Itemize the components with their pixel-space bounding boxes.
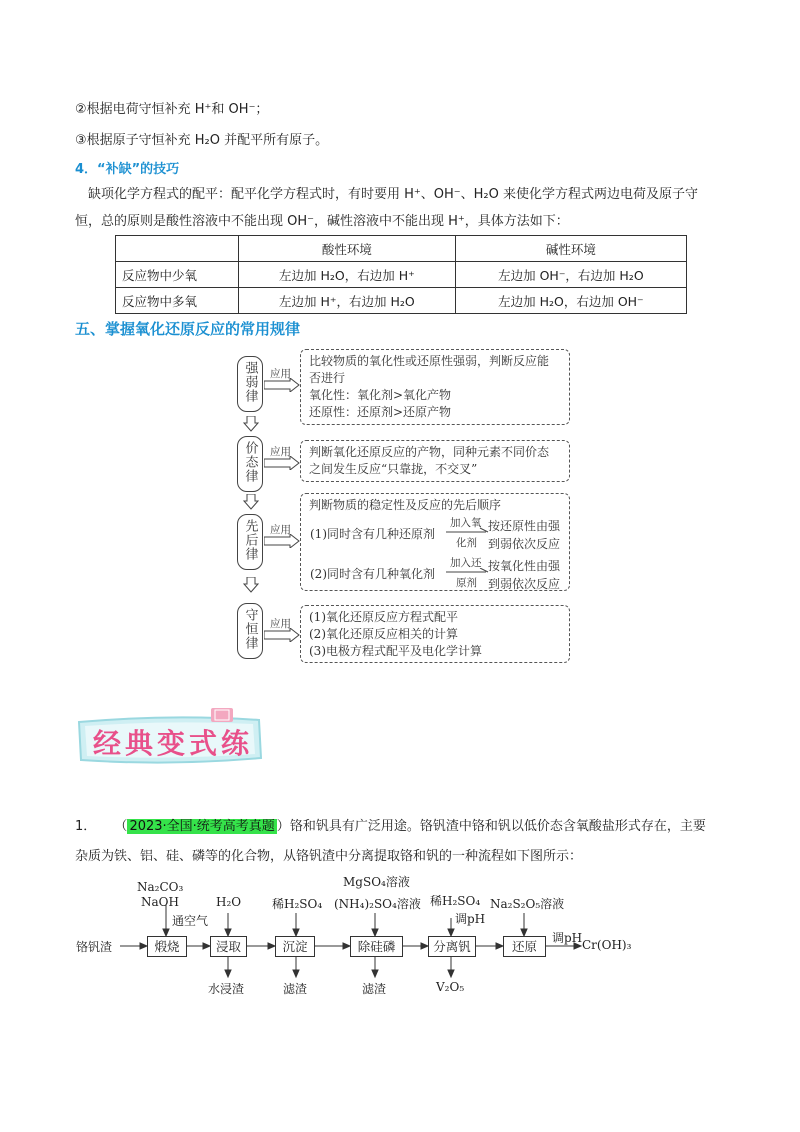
bracket: （ [114,819,128,834]
table-cell: 左边加 H₂O，右边加 H⁺ [239,262,456,288]
output-label: 滤渣 [362,982,387,996]
case-right: 到弱依次反应 [488,537,561,551]
reagent-label: H₂O [216,895,242,909]
reagent-label: 通空气 [172,914,209,928]
reagent-label: NaOH [141,895,179,909]
reagent-label: 调pH [552,931,583,945]
flow-step-remove-si-p: 除硅磷 [350,936,403,957]
content-line: 比较物质的氧化性或还原性强弱，判断反应能 [309,354,550,368]
banner-title: 经典变式练 [93,727,254,760]
paragraph-line: 恒，总的原则是酸性溶液中不能出现 OH⁻，碱性溶液中不能出现 H⁺，具体方法如下： [75,214,569,229]
subheading: 4．“补缺”的技巧 [75,162,180,177]
question-number: 1． [75,819,97,834]
flow-step-reduce: 还原 [503,936,546,957]
flow-step-leach: 浸取 [210,936,247,957]
reagent-label: 调pH [455,912,486,926]
source-tag: 2023·全国·统考高考真题 [129,819,275,834]
reagent-label: Na₂CO₃ [137,880,184,894]
question-line: 杂质为铁、铝、硅、磷等的化合物，从铬钒渣中分离提取铬和钒的一种流程如下图所示： [75,849,583,864]
content-line: 否进行 [309,371,346,385]
flow-step-calcine: 煅烧 [147,936,187,957]
case-over: 加入氧 [450,517,482,529]
text-line: ③根据原子守恒补充 H₂O 并配平所有原子。 [75,133,329,148]
table-cell: 酸性环境 [239,236,456,262]
case-right: 按氧化性由强 [488,559,561,573]
apply-label: 应用 [270,368,291,380]
bracket: ） [276,819,290,834]
content-line: 氧化性：氧化剂>氧化产物 [309,388,452,402]
table-cell: 左边加 H₂O，右边加 OH⁻ [455,288,686,314]
reagent-label: 稀H₂SO₄ [272,897,323,911]
text-line: ②根据电荷守恒补充 H⁺和 OH⁻； [75,102,269,117]
reagent-label: MgSO₄溶液 [343,875,410,889]
case-right: 按还原性由强 [488,519,561,533]
content-line: 判断物质的稳定性及反应的先后顺序 [309,498,502,512]
case-left: (2)同时含有几种氧化剂 [310,567,435,581]
case-right: 到弱依次反应 [488,577,561,591]
case-under: 原剂 [456,577,477,589]
table-cell: 左边加 H⁺，右边加 H₂O [239,288,456,314]
output-label: 水浸渣 [208,982,245,996]
content-line: (1)氧化还原反应方程式配平 [309,610,458,624]
content-line: 还原性：还原剂>还原产物 [309,405,452,419]
reagent-label: 稀H₂SO₄ [430,894,481,908]
section-heading: 五、掌握氧化还原反应的常用规律 [75,320,301,338]
flow-step-precipitate: 沉淀 [275,936,315,957]
case-under: 化剂 [456,537,477,549]
reagent-label: (NH₄)₂SO₄溶液 [334,897,421,911]
content-line: 判断氧化还原反应的产物，同种元素不同价态 [309,445,550,459]
reagent-label: Na₂S₂O₅溶液 [490,897,565,911]
apply-label: 应用 [270,446,291,458]
flow-step-separate-v: 分离钒 [428,936,476,957]
table-cell: 碱性环境 [455,236,686,262]
case-left: (1)同时含有几种还原剂 [310,527,435,541]
flow-start: 铬钒渣 [76,940,113,954]
apply-label: 应用 [270,524,291,536]
question-text: 铬和钒具有广泛用途。铬钒渣中铬和钒以低价态含氧酸盐形式存在，主要 [289,819,706,834]
table-cell: 反应物中多氧 [116,288,239,314]
table-cell: 反应物中少氧 [116,262,239,288]
law-name: 价态律 [242,441,258,483]
law-name: 先后律 [242,519,258,561]
paragraph-line: 缺项化学方程式的配平：配平化学方程式时，有时要用 H⁺、OH⁻、H₂O 来使化学方程式两边电荷及原子守 [88,187,698,202]
flow-end: Cr(OH)₃ [582,938,632,952]
content-line: (3)电极方程式配平及电化学计算 [309,644,482,658]
output-label: V₂O₅ [436,980,465,994]
law-name: 守恒律 [242,608,258,650]
case-over: 加入还 [450,557,482,569]
output-label: 滤渣 [283,982,308,996]
content-line: 之间发生反应“只靠拢，不交叉” [309,462,478,476]
law-name: 强弱律 [242,361,258,403]
apply-label: 应用 [270,618,291,630]
table-cell: 左边加 OH⁻，右边加 H₂O [455,262,686,288]
content-line: (2)氧化还原反应相关的计算 [309,627,458,641]
